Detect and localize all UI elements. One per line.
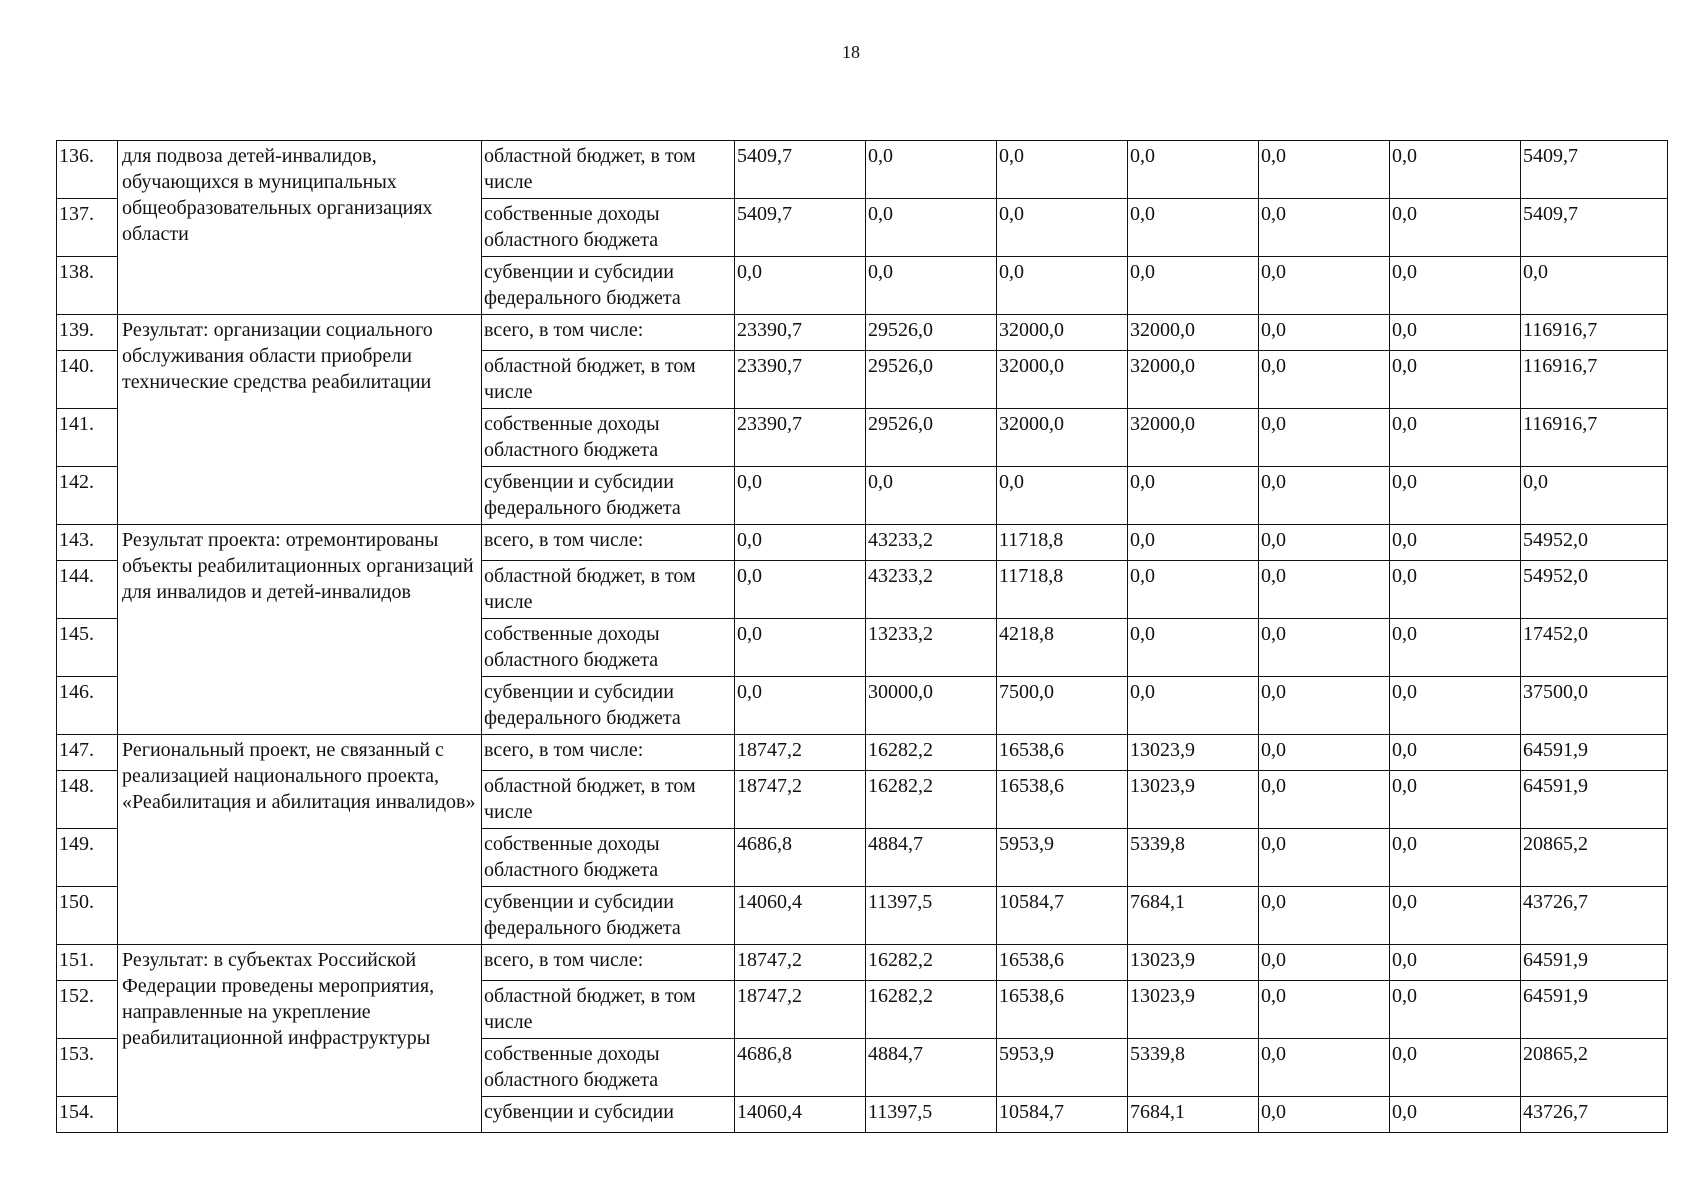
year-value: 0,0 xyxy=(1390,829,1521,887)
year-value: 16538,6 xyxy=(997,735,1128,771)
year-value: 0,0 xyxy=(1390,467,1521,525)
year-value: 0,0 xyxy=(1390,409,1521,467)
year-value: 29526,0 xyxy=(866,351,997,409)
funding-source: всего, в том числе: xyxy=(482,525,735,561)
year-value: 16538,6 xyxy=(997,945,1128,981)
year-value: 0,0 xyxy=(1390,619,1521,677)
total-value: 20865,2 xyxy=(1521,1039,1668,1097)
row-number: 140. xyxy=(57,351,118,409)
row-number: 147. xyxy=(57,735,118,771)
year-value: 0,0 xyxy=(1390,945,1521,981)
year-value: 43233,2 xyxy=(866,525,997,561)
year-value: 29526,0 xyxy=(866,315,997,351)
year-value: 43233,2 xyxy=(866,561,997,619)
year-value: 30000,0 xyxy=(866,677,997,735)
year-value: 0,0 xyxy=(1390,561,1521,619)
year-value: 4884,7 xyxy=(866,829,997,887)
funding-source: собственные доходы областного бюджета xyxy=(482,409,735,467)
year-value: 11718,8 xyxy=(997,525,1128,561)
budget-table xyxy=(56,140,1668,1133)
year-value: 0,0 xyxy=(1390,257,1521,315)
row-number: 137. xyxy=(57,199,118,257)
year-value: 0,0 xyxy=(1259,677,1390,735)
table-row xyxy=(57,141,1668,199)
year-value: 0,0 xyxy=(1390,1039,1521,1097)
row-number: 145. xyxy=(57,619,118,677)
year-value: 0,0 xyxy=(866,199,997,257)
total-value: 54952,0 xyxy=(1521,561,1668,619)
year-value: 14060,4 xyxy=(735,887,866,945)
row-number: 150. xyxy=(57,887,118,945)
table-body xyxy=(57,141,1668,1133)
row-number: 139. xyxy=(57,315,118,351)
total-value: 0,0 xyxy=(1521,467,1668,525)
row-number: 151. xyxy=(57,945,118,981)
year-value: 0,0 xyxy=(1259,829,1390,887)
year-value: 0,0 xyxy=(1259,981,1390,1039)
year-value: 5409,7 xyxy=(735,199,866,257)
row-number: 152. xyxy=(57,981,118,1039)
year-value: 0,0 xyxy=(997,257,1128,315)
row-number: 141. xyxy=(57,409,118,467)
year-value: 14060,4 xyxy=(735,1097,866,1133)
year-value: 0,0 xyxy=(1390,525,1521,561)
total-value: 54952,0 xyxy=(1521,525,1668,561)
year-value: 0,0 xyxy=(1128,257,1259,315)
total-value: 64591,9 xyxy=(1521,981,1668,1039)
year-value: 0,0 xyxy=(1390,1097,1521,1133)
funding-source: собственные доходы областного бюджета xyxy=(482,199,735,257)
year-value: 0,0 xyxy=(997,467,1128,525)
group-description: Результат: организации социального обслуживания области приобрели технические средства реабилитации xyxy=(118,315,482,525)
row-number: 154. xyxy=(57,1097,118,1133)
year-value: 0,0 xyxy=(1259,887,1390,945)
table-row xyxy=(57,735,1668,771)
year-value: 5339,8 xyxy=(1128,829,1259,887)
year-value: 0,0 xyxy=(1390,141,1521,199)
year-value: 16538,6 xyxy=(997,981,1128,1039)
year-value: 0,0 xyxy=(1259,1039,1390,1097)
year-value: 0,0 xyxy=(1390,887,1521,945)
group-description: Результат: в субъектах Российской Федерации проведены мероприятия, направленные на укрепление реабилитационной инфраструктуры xyxy=(118,945,482,1133)
year-value: 32000,0 xyxy=(997,409,1128,467)
year-value: 0,0 xyxy=(1128,619,1259,677)
year-value: 5409,7 xyxy=(735,141,866,199)
total-value: 64591,9 xyxy=(1521,945,1668,981)
year-value: 16282,2 xyxy=(866,945,997,981)
year-value: 0,0 xyxy=(997,199,1128,257)
group-description: для подвоза детей-инвалидов, обучающихся в муниципальных общеобразовательных организациях области xyxy=(118,141,482,315)
year-value: 7500,0 xyxy=(997,677,1128,735)
page-number: 18 xyxy=(842,42,860,62)
year-value: 0,0 xyxy=(1259,315,1390,351)
total-value: 64591,9 xyxy=(1521,735,1668,771)
year-value: 0,0 xyxy=(866,141,997,199)
year-value: 0,0 xyxy=(735,525,866,561)
year-value: 0,0 xyxy=(1128,141,1259,199)
row-number: 148. xyxy=(57,771,118,829)
group-description: Региональный проект, не связанный с реализацией национального проекта, «Реабилитация и абилитация инвалидов» xyxy=(118,735,482,945)
year-value: 0,0 xyxy=(1128,467,1259,525)
funding-source: субвенции и субсидии федерального бюджета xyxy=(482,467,735,525)
year-value: 0,0 xyxy=(866,257,997,315)
year-value: 32000,0 xyxy=(1128,315,1259,351)
year-value: 0,0 xyxy=(1259,257,1390,315)
funding-source: областной бюджет, в том числе xyxy=(482,981,735,1039)
funding-source: областной бюджет, в том числе xyxy=(482,351,735,409)
year-value: 0,0 xyxy=(1259,771,1390,829)
year-value: 5953,9 xyxy=(997,1039,1128,1097)
year-value: 11718,8 xyxy=(997,561,1128,619)
year-value: 7684,1 xyxy=(1128,887,1259,945)
total-value: 43726,7 xyxy=(1521,887,1668,945)
year-value: 5953,9 xyxy=(997,829,1128,887)
year-value: 0,0 xyxy=(1259,525,1390,561)
year-value: 11397,5 xyxy=(866,887,997,945)
year-value: 4884,7 xyxy=(866,1039,997,1097)
year-value: 0,0 xyxy=(1390,199,1521,257)
year-value: 18747,2 xyxy=(735,981,866,1039)
total-value: 20865,2 xyxy=(1521,829,1668,887)
total-value: 43726,7 xyxy=(1521,1097,1668,1133)
total-value: 116916,7 xyxy=(1521,409,1668,467)
year-value: 13023,9 xyxy=(1128,771,1259,829)
funding-source: областной бюджет, в том числе xyxy=(482,561,735,619)
year-value: 16538,6 xyxy=(997,771,1128,829)
year-value: 0,0 xyxy=(1390,315,1521,351)
table-row xyxy=(57,945,1668,981)
year-value: 0,0 xyxy=(1390,677,1521,735)
year-value: 16282,2 xyxy=(866,981,997,1039)
year-value: 0,0 xyxy=(1259,561,1390,619)
total-value: 17452,0 xyxy=(1521,619,1668,677)
year-value: 4686,8 xyxy=(735,1039,866,1097)
group-description: Результат проекта: отремонтированы объекты реабилитационных организаций для инвалидов и детей-инвалидов xyxy=(118,525,482,735)
funding-source: всего, в том числе: xyxy=(482,735,735,771)
year-value: 0,0 xyxy=(735,257,866,315)
total-value: 116916,7 xyxy=(1521,315,1668,351)
total-value: 5409,7 xyxy=(1521,141,1668,199)
year-value: 0,0 xyxy=(1390,735,1521,771)
year-value: 10584,7 xyxy=(997,1097,1128,1133)
year-value: 13233,2 xyxy=(866,619,997,677)
year-value: 0,0 xyxy=(1259,735,1390,771)
year-value: 0,0 xyxy=(866,467,997,525)
row-number: 149. xyxy=(57,829,118,887)
year-value: 0,0 xyxy=(1259,409,1390,467)
year-value: 13023,9 xyxy=(1128,735,1259,771)
year-value: 0,0 xyxy=(735,561,866,619)
year-value: 18747,2 xyxy=(735,945,866,981)
year-value: 23390,7 xyxy=(735,409,866,467)
total-value: 5409,7 xyxy=(1521,199,1668,257)
year-value: 0,0 xyxy=(735,677,866,735)
total-value: 37500,0 xyxy=(1521,677,1668,735)
total-value: 116916,7 xyxy=(1521,351,1668,409)
row-number: 142. xyxy=(57,467,118,525)
total-value: 64591,9 xyxy=(1521,771,1668,829)
year-value: 23390,7 xyxy=(735,351,866,409)
total-value: 0,0 xyxy=(1521,257,1668,315)
year-value: 16282,2 xyxy=(866,735,997,771)
year-value: 0,0 xyxy=(997,141,1128,199)
row-number: 153. xyxy=(57,1039,118,1097)
year-value: 16282,2 xyxy=(866,771,997,829)
table-row xyxy=(57,525,1668,561)
funding-source: собственные доходы областного бюджета xyxy=(482,829,735,887)
row-number: 136. xyxy=(57,141,118,199)
year-value: 4686,8 xyxy=(735,829,866,887)
funding-source: всего, в том числе: xyxy=(482,945,735,981)
year-value: 32000,0 xyxy=(997,315,1128,351)
year-value: 10584,7 xyxy=(997,887,1128,945)
year-value: 7684,1 xyxy=(1128,1097,1259,1133)
row-number: 138. xyxy=(57,257,118,315)
year-value: 0,0 xyxy=(1128,525,1259,561)
funding-source: областной бюджет, в том числе xyxy=(482,141,735,199)
year-value: 0,0 xyxy=(1128,677,1259,735)
year-value: 29526,0 xyxy=(866,409,997,467)
year-value: 0,0 xyxy=(1128,199,1259,257)
funding-source: субвенции и субсидии федерального бюджета xyxy=(482,677,735,735)
funding-source: субвенции и субсидии xyxy=(482,1097,735,1133)
funding-source: субвенции и субсидии федерального бюджета xyxy=(482,887,735,945)
funding-source: собственные доходы областного бюджета xyxy=(482,1039,735,1097)
year-value: 0,0 xyxy=(1259,467,1390,525)
funding-source: всего, в том числе: xyxy=(482,315,735,351)
year-value: 32000,0 xyxy=(997,351,1128,409)
year-value: 0,0 xyxy=(735,467,866,525)
year-value: 4218,8 xyxy=(997,619,1128,677)
year-value: 0,0 xyxy=(735,619,866,677)
funding-source: субвенции и субсидии федерального бюджета xyxy=(482,257,735,315)
row-number: 146. xyxy=(57,677,118,735)
table-row xyxy=(57,315,1668,351)
year-value: 13023,9 xyxy=(1128,945,1259,981)
year-value: 0,0 xyxy=(1259,619,1390,677)
year-value: 0,0 xyxy=(1390,981,1521,1039)
year-value: 0,0 xyxy=(1259,1097,1390,1133)
year-value: 0,0 xyxy=(1128,561,1259,619)
year-value: 23390,7 xyxy=(735,315,866,351)
year-value: 0,0 xyxy=(1259,945,1390,981)
funding-source: собственные доходы областного бюджета xyxy=(482,619,735,677)
year-value: 32000,0 xyxy=(1128,409,1259,467)
year-value: 0,0 xyxy=(1390,351,1521,409)
year-value: 18747,2 xyxy=(735,771,866,829)
year-value: 32000,0 xyxy=(1128,351,1259,409)
row-number: 143. xyxy=(57,525,118,561)
year-value: 18747,2 xyxy=(735,735,866,771)
year-value: 0,0 xyxy=(1259,141,1390,199)
year-value: 5339,8 xyxy=(1128,1039,1259,1097)
row-number: 144. xyxy=(57,561,118,619)
funding-source: областной бюджет, в том числе xyxy=(482,771,735,829)
year-value: 11397,5 xyxy=(866,1097,997,1133)
year-value: 0,0 xyxy=(1390,771,1521,829)
year-value: 0,0 xyxy=(1259,199,1390,257)
year-value: 0,0 xyxy=(1259,351,1390,409)
year-value: 13023,9 xyxy=(1128,981,1259,1039)
